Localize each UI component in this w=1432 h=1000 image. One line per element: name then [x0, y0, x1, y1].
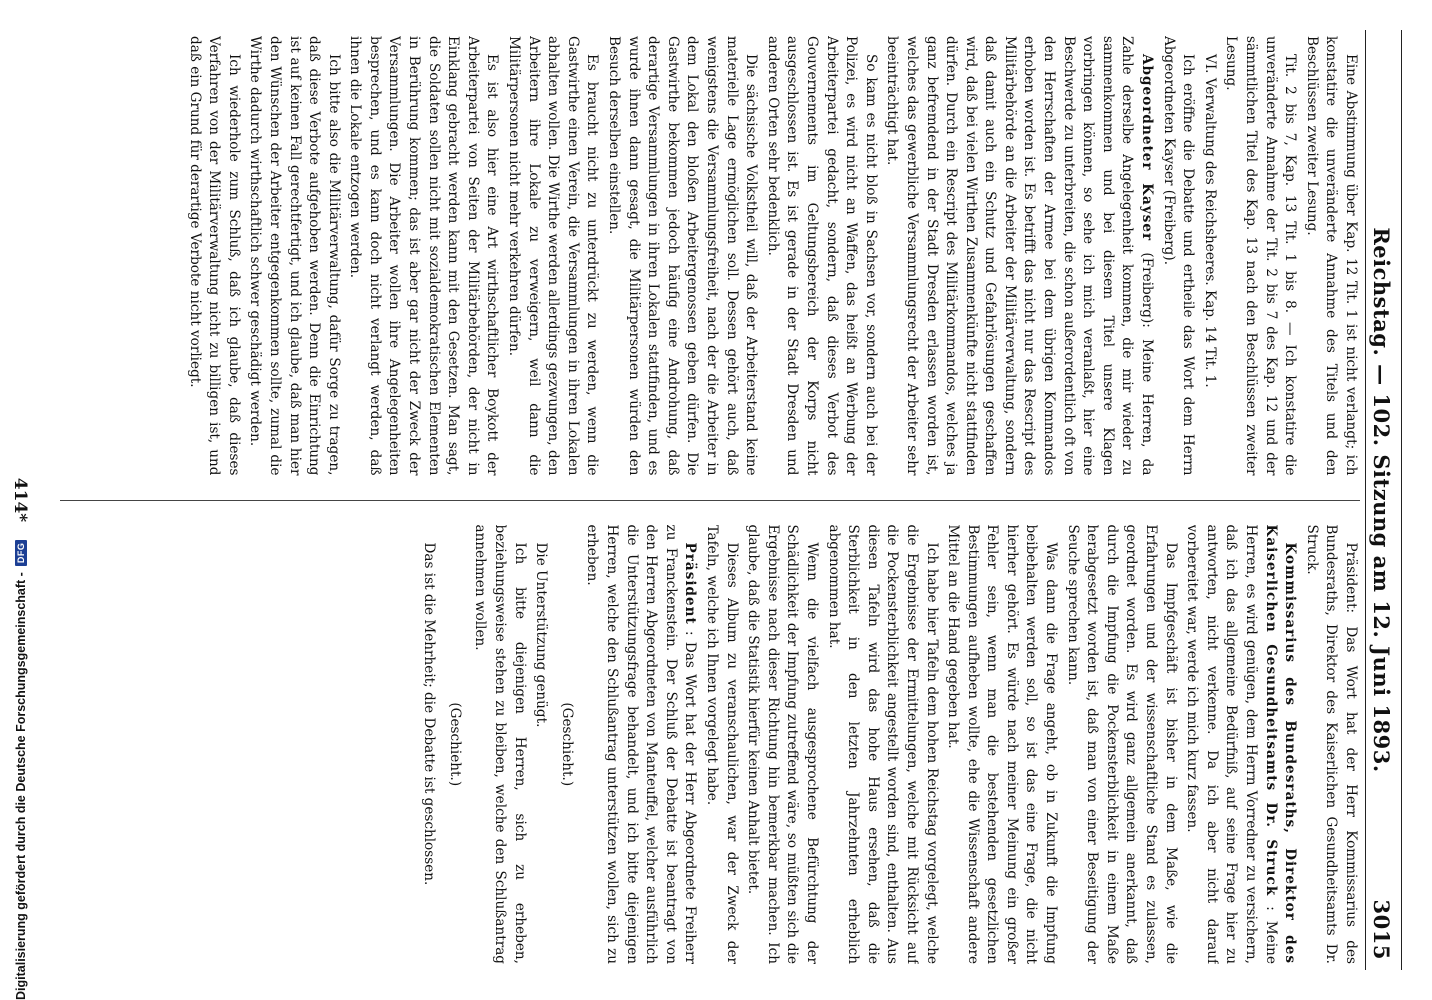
- stage-direction: [556, 525, 576, 965]
- paragraph: [743, 525, 821, 965]
- paragraph-text: Dieses Album zu veranschaulichen, war der Zweck der Tafeln, welche ich Ihnen vorgelegt habe.: [704, 524, 740, 964]
- stage-direction: [444, 525, 464, 965]
- paragraph: [345, 36, 502, 476]
- speaker-name: Präsident: [682, 542, 699, 625]
- paragraph: [1199, 36, 1219, 476]
- paragraph-text: Ich wiederhole zum Schluß, daß ich glaube, daß dieses Verfahren von der Militärverwaltung nicht zu billigen ist, und daß ein Grund für derartige Verbote nicht vorliegt.: [186, 36, 242, 476]
- paragraph-text: (Geschieht.): [558, 702, 575, 787]
- dfg-logo-icon: DFG: [15, 540, 27, 567]
- paragraph: [823, 525, 941, 965]
- paragraph: [1301, 36, 1360, 476]
- text-columns: [60, 36, 1360, 964]
- paragraph-text: Ich bitte diejenigen Herren, sich zu erheben, beziehungsweise stehen zu bleiben, welche den Schlußantrag annehmen wollen.: [472, 524, 528, 964]
- paragraph-text: Die sächsische Volkstheil will, daß der Arbeiterstand keine materielle Lage ermöglichen soll. Dessen gehört auch, daß wenigstens die Versammlungsfreiheit, nach der die Arbeiter in dem Lokal den bloßen Arbeitergenossen geben dürfen. Die Gastwirthe bekommen jedoch häufig eine Androhung, daß derartige Versammlungen in ihren Lokalen stattfinden, und es wurde ihnen dann gesagt, die Militärpersonen würden den Besuch derselben einstellen.: [606, 36, 760, 476]
- paragraph-text: Es braucht nicht zu unterdrückt zu werden, wenn die Gastwirthe einen Verein, die Versammlungen in ihren Lokalen abhalten wollen. Die Wirthe werden allerdings gezwungen, den Arbeitern ihre Lokale zu verweigern, weil dann die Militärpersonen nicht mehr verkehren dürfen.: [506, 36, 601, 476]
- paragraph: [762, 36, 880, 476]
- paragraph-text: Das Impfgeschäft ist bisher in dem Maße, wie die Erfahrungen und der wissenschaftliche Stand es zulassen, geordnet worden. Es wird ganz allgemein anerkannt, daß durch die Impfung die Pockensterblichkeit in einem Maße herabgesetzt worden ist, daß man von einer Beseitigung der Seuche sprechen kann.: [1064, 524, 1179, 964]
- paragraph-text: (Freiberg): Meine Herren, da Zahle derselbe Angelegenheit kommen, die mir wieder zu sammenkommen und bei diesem Titel unsere Klagen vorbringen können, so sehe ich mich veranlaßt, hier eine Beschwerde zu unterbreiten, die schon außerordentlich oft von den Herrschaften der Armee bei dem übrigen Kommandos erhoben worden ist. Es betrifft das nicht nur das Rescript des Militärbehörde an die Arbeiter der Militärverwaltung, sondern daß damit auch ein Schutz und Gefahrlösungen geschaffen wird, daß bei vielen Wirthen Zusammenkünfte nicht stattfinden dürfen. Durch ein Rescript des Militärkommandos, welches ja ganz befremdend in der Stadt Dresden erlassen worden ist, welches das gewerbliche Versammlungsrecht der Arbeiter sehr beeinträchtigt hat.: [884, 36, 1156, 476]
- paragraph-text: (Geschieht.): [446, 702, 463, 787]
- paragraph-text: Präsident: Das Wort hat der Herr Kommissarius des Bundesraths, Direktor des Kaiserlichen Gesundheitsamts Dr. Struck.: [1303, 524, 1359, 964]
- paragraph: [1221, 36, 1299, 476]
- digitization-text: Digitalisierung gefördert durch die Deutsche Forschungsgemeinschaft -: [14, 572, 28, 1000]
- paragraph-text: Es ist also hier eine Art wirthschaftlicher Boykott der Arbeiterpartei von Seiten der Militärbehörden, der nicht in Einklang gebracht werden kann mit den Gesetzen. Man sagt, die Soldaten sollen nicht mit sozialdemokratischen Elementen in Berührung kommen; das ist aber gar nicht der Zweck der Versammlungen. Die Arbeiter wollen ihre Angelegenheiten besprechen, und es kann doch nicht verlangt werden, daß ihnen die Lokale entzogen werden.: [347, 36, 501, 476]
- right-column: [60, 525, 1360, 965]
- top-rule: [1401, 30, 1402, 970]
- running-head: [1368, 40, 1396, 960]
- paragraph: [1182, 525, 1300, 965]
- paragraph-text: VI. Verwaltung des Reichsheeres. Kap. 14 Tit. 1.: [1201, 54, 1218, 388]
- paragraph-text: Ich habe hier Tafeln dem hohen Reichstag vorgelegt, welche die Ergebnisse der Ermittelungen, welche mit Rücksicht auf die Pockensterblichkeit angestellt worden sind, enthalten. Aus diesen Tafeln wird das hohe Haus ersehen, daß die Sterblichkeit in den letzten Jahrzehnten erheblich abgenommen hat.: [825, 524, 940, 964]
- digitization-note: [14, 540, 28, 1000]
- speaker-name: Abgeordneter Kayser: [1139, 54, 1156, 242]
- paragraph-text: Tit. 2 bis 7, Kap. 13 Tit. 1 bis 8. — Ich konstatire die unveränderte Annahme der Tit. 2 bis 7 des Kap. 12 und der sämmtlichen Titel des Kap. 13 nach den Beschlüssen zweiter Lesung.: [1223, 36, 1299, 476]
- header-rule: [1365, 30, 1366, 970]
- paragraph: [531, 525, 551, 965]
- folio: 414*: [10, 477, 30, 523]
- paragraph-text: Eine Abstimmung über Kap. 12 Tit. 1 ist nicht verlangt; ich konstatire die unveränderte Annahme des Titels und den Beschlüssen zweiter Lesung.: [1303, 36, 1359, 476]
- paragraph-text: Ich eröffne die Debatte und ertheile das Wort dem Herrn Abgeordneten Kayser (Freiberg).: [1160, 36, 1197, 476]
- paragraph: [701, 525, 740, 965]
- paragraph: [582, 525, 700, 965]
- paragraph: [1301, 525, 1360, 965]
- page-number: 3015: [1369, 899, 1395, 960]
- paragraph-text: So kam es nicht bloß in Sachsen vor, sondern auch bei der Polizei, es wird nicht an Waffen, das heißt an Werbung der Arbeiterpartei gedacht, sondern, daß dieses Verbot des Gouvernements im Geltungsbereich der Korps nicht ausgeschlossen ist. Es ist gerade in der Stadt Dresden und anderen Orten sehr bedenklich.: [764, 36, 879, 476]
- paragraph-text: Die Unterstützung genügt.: [533, 542, 550, 728]
- paragraph: [470, 525, 529, 965]
- paragraph: [1158, 36, 1197, 476]
- speaker-name: Kommissarius des Bundesraths, Direktor des Kaiserlichen Gesundheitsamts Dr. Struck: [1262, 524, 1299, 964]
- paragraph: [184, 36, 243, 476]
- paragraph-text: Wenn die vielfach ausgesprochene Befürchtung der Schädlichkeit der Impfung zutreffend wäre, so müßten sich die Ergebnisse nach dieser Richtung hin bemerkbar machen. Ich glaube, daß die Statistik hierfür keinen Anhalt bietet.: [745, 524, 820, 964]
- paragraph-text: : Das Wort hat der Herr Abgeordnete Freiherr zu Franckenstein. Der Schluß der Debatte ist beantragt von den Herren Abgeordneten von Manteuffel, welcher ausführlich die Unterstützungsfrage behandelt, und ich bitte diejenigen Herren, welche den Schlußantrag unterstützen wollen, sich zu erheben.: [584, 524, 699, 964]
- paragraph: [882, 36, 1156, 476]
- paragraph: [1062, 525, 1180, 965]
- paragraph-text: Das ist die Mehrheit; die Debatte ist geschlossen.: [421, 542, 438, 886]
- running-head-title: Reichstag. — 102. Sitzung am 12. Juni 1893.: [1369, 227, 1395, 773]
- column-divider: [60, 500, 1360, 501]
- paragraph-text: Ich bitte also die Militärverwaltung, dafür Sorge zu tragen, daß diese Verbote aufgehoben werden. Denn die Einrichtung ist auf keinen Fall gerechtfertigt, und ich glaube, daß man hier den Wünschen der Arbeiter entgegenkommen sollte, zumal die Wirthe dadurch wirthschaftlich schwer geschädigt werden.: [247, 36, 342, 476]
- paragraph: [503, 36, 601, 476]
- paragraph-text: : Meine Herren, es wird genügen, dem Herrn Vorredner zu versichern, daß ich das allgemeine Bedürfniß, auf seine Frage hier zu antworten, nicht verkenne. Da ich aber nicht darauf vorbereitet war, werde ich mich kurz fassen.: [1184, 524, 1279, 964]
- left-column: [60, 36, 1360, 476]
- paragraph-text: Was dann die Frage angeht, ob in Zukunft die Impfung beibehalten werden soll, so ist das eine Frage, die nicht hierher gehört. Es würde nach meiner Meinung ein großer Fehler sein, wenn man die bestehenden gesetzlichen Bestimmungen aufheben wollte, ehe die Wissenschaft andere Mittel an die Hand gegeben hat.: [945, 524, 1060, 964]
- paragraph: [419, 525, 439, 965]
- paragraph: [943, 525, 1061, 965]
- paragraph: [603, 36, 760, 476]
- paragraph: [245, 36, 343, 476]
